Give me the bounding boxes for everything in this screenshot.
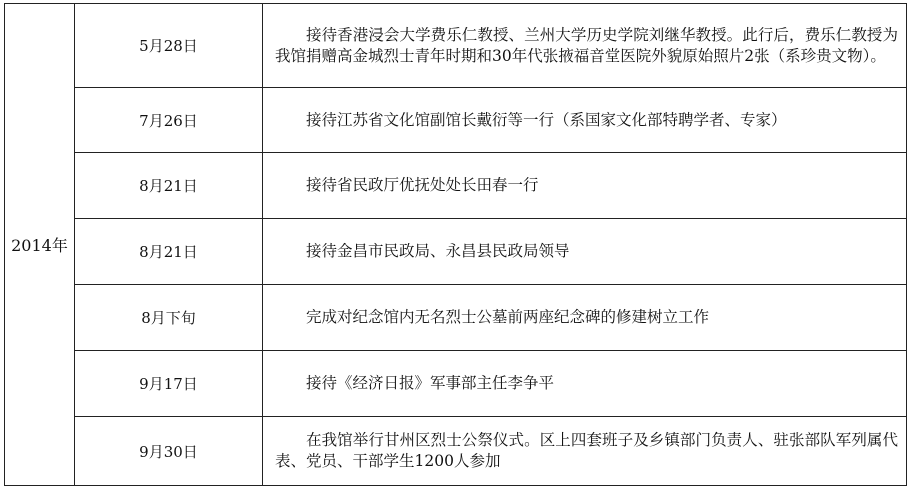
event-cell: 在我馆举行甘州区烈士公祭仪式。区上四套班子及乡镇部门负责人、驻张部队军列属代表、党员、干部学生1200人参加 [263,417,907,486]
date-cell: 7月26日 [75,88,263,153]
date-cell: 9月17日 [75,351,263,417]
event-cell: 完成对纪念馆内无名烈士公墓前两座纪念碑的修建树立工作 [263,285,907,351]
event-cell: 接待江苏省文化馆副馆长戴衍等一行（系国家文化部特聘学者、专家） [263,88,907,153]
table-row [5,4,907,88]
event-cell: 接待金昌市民政局、永昌县民政局领导 [263,219,907,285]
event-cell: 接待《经济日报》军事部主任李争平 [263,351,907,417]
date-cell: 8月21日 [75,153,263,219]
events-table [4,3,907,486]
table-row [5,88,907,153]
table-row [5,285,907,351]
date-cell: 8月21日 [75,219,263,285]
date-cell: 9月30日 [75,417,263,486]
table-row [5,153,907,219]
date-cell: 5月28日 [75,4,263,88]
event-cell: 接待省民政厅优抚处处长田春一行 [263,153,907,219]
year-cell: 2014年 [5,4,75,486]
table-row [5,417,907,486]
event-cell: 接待香港浸会大学费乐仁教授、兰州大学历史学院刘继华教授。此行后，费乐仁教授为我馆捐赠高金城烈士青年时期和30年代张掖福音堂医院外貌原始照片2张（系珍贵文物）。 [263,4,907,88]
table-row [5,351,907,417]
date-cell: 8月下旬 [75,285,263,351]
table-row [5,219,907,285]
